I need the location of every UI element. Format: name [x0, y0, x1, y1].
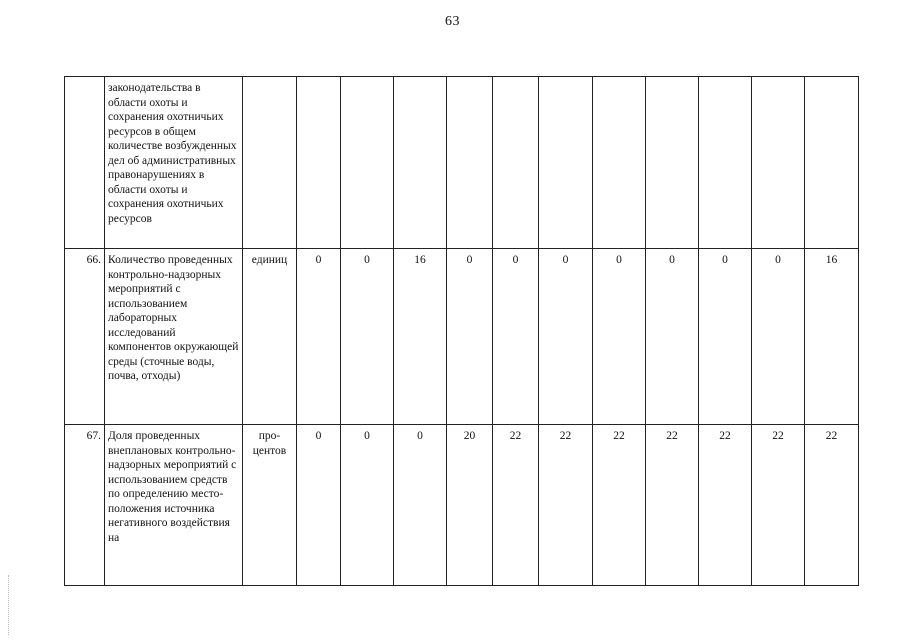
- value-cell: 0: [493, 249, 539, 425]
- unit-cell: про-центов: [243, 425, 297, 586]
- value-cell: 0: [539, 249, 593, 425]
- value-cell: 22: [752, 425, 805, 586]
- value-cell: 0: [297, 249, 341, 425]
- value-cell: [297, 77, 341, 249]
- value-cell: 16: [394, 249, 447, 425]
- row-number: 67.: [65, 425, 105, 586]
- indicator-name: Доля проведенных внеплановых контрольно-надзорных мероприятий с использованием средств по определению место-положения источника негативного воздействия на: [105, 425, 243, 586]
- value-cell: [493, 77, 539, 249]
- value-cell: 16: [805, 249, 859, 425]
- value-cell: 0: [593, 249, 646, 425]
- value-cell: [539, 77, 593, 249]
- scan-edge-marks: [8, 575, 11, 635]
- value-cell: [394, 77, 447, 249]
- table-row: [65, 425, 859, 586]
- value-cell: [593, 77, 646, 249]
- value-cell: [752, 77, 805, 249]
- value-cell: 0: [297, 425, 341, 586]
- value-cell: [447, 77, 493, 249]
- value-cell: 22: [593, 425, 646, 586]
- indicator-name: законодательства в области охоты и сохранения охотничьих ресурсов в общем количестве возбужденных дел об административных правонарушениях в области охоты и сохранения охотничьих ресурсов: [105, 77, 243, 249]
- value-cell: 22: [493, 425, 539, 586]
- table-row: [65, 249, 859, 425]
- value-cell: [805, 77, 859, 249]
- value-cell: 0: [341, 249, 394, 425]
- unit-cell: [243, 77, 297, 249]
- indicators-table: [64, 76, 859, 586]
- value-cell: 0: [394, 425, 447, 586]
- value-cell: 0: [699, 249, 752, 425]
- value-cell: 22: [646, 425, 699, 586]
- value-cell: 0: [752, 249, 805, 425]
- indicator-name: Количество проведенных контрольно-надзорных мероприятий с использованием лабораторных исследований компонентов окружающей среды (сточные воды, почва, отходы): [105, 249, 243, 425]
- value-cell: [341, 77, 394, 249]
- row-number: 66.: [65, 249, 105, 425]
- page-number: 63: [445, 14, 460, 29]
- table-row: [65, 77, 859, 249]
- value-cell: [699, 77, 752, 249]
- row-number: [65, 77, 105, 249]
- value-cell: 22: [699, 425, 752, 586]
- value-cell: 20: [447, 425, 493, 586]
- value-cell: 22: [805, 425, 859, 586]
- value-cell: 0: [341, 425, 394, 586]
- value-cell: 0: [646, 249, 699, 425]
- value-cell: 0: [447, 249, 493, 425]
- value-cell: [646, 77, 699, 249]
- unit-cell: единиц: [243, 249, 297, 425]
- value-cell: 22: [539, 425, 593, 586]
